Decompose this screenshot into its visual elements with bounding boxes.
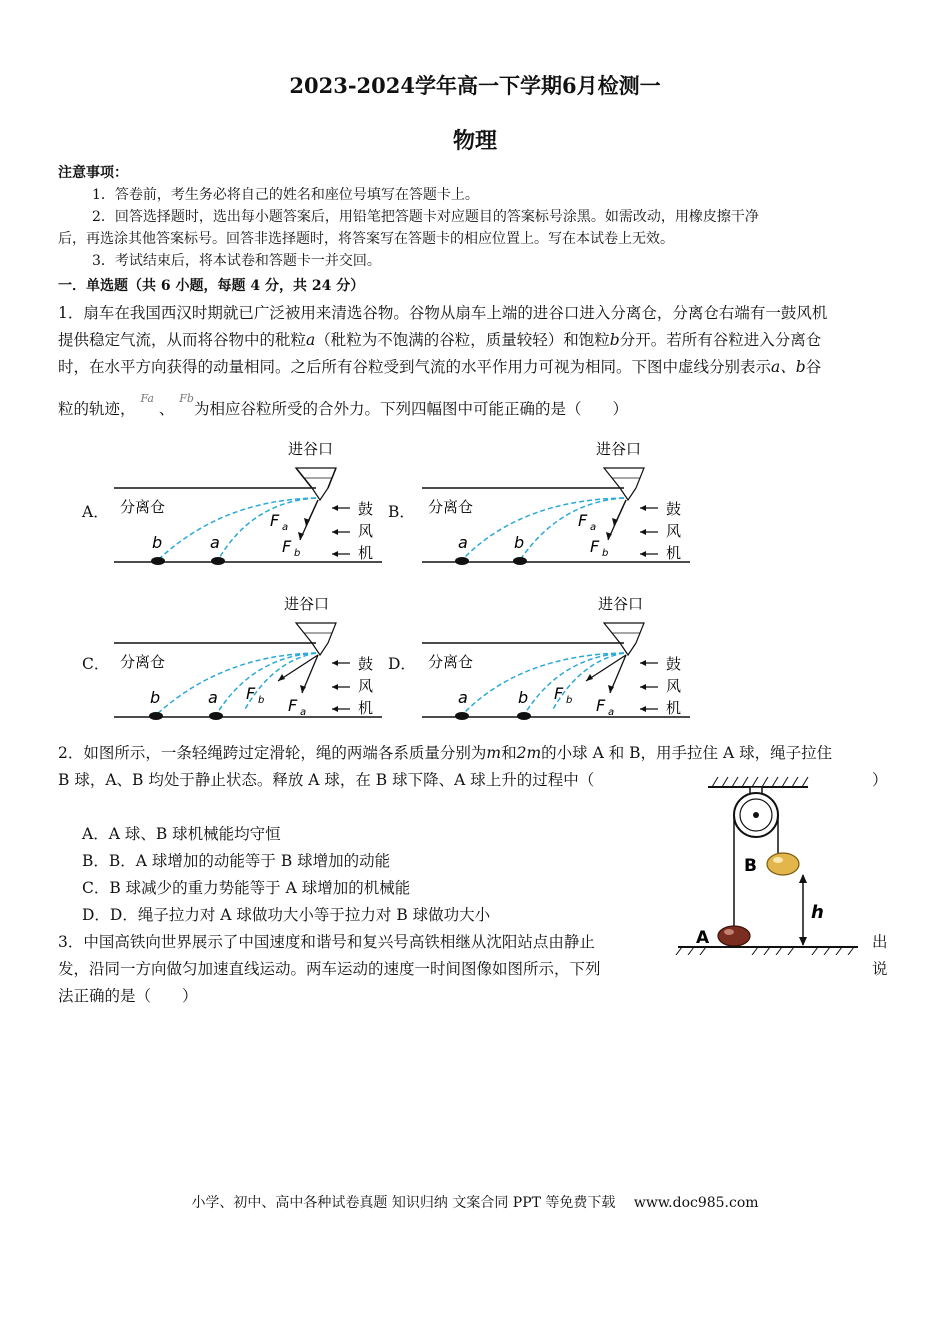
svg-text:F: F — [578, 511, 588, 530]
q1-line-4 — [58, 392, 628, 422]
option-c-label: C． — [82, 655, 110, 673]
q2-line-2: B 球，A、B 均处于静止状态。释放 A 球，在 B 球下降、A 球上升的过程中（ — [58, 771, 595, 789]
option-b-label: B． — [388, 503, 415, 521]
inlet-label: 进谷口 — [596, 440, 642, 458]
section-heading: 一．单选题（共 6 小题，每题 4 分，共 24 分） — [58, 278, 365, 294]
svg-text:F: F — [246, 684, 256, 703]
winnower-diagram-b — [420, 430, 710, 570]
q1-text: 粒的轨迹， — [58, 400, 136, 418]
blower-label: 风 — [358, 677, 374, 695]
q3-line-1-end: 出 — [872, 933, 888, 951]
svg-text:a: a — [458, 688, 468, 707]
svg-text:F: F — [596, 696, 606, 715]
blower-label: 机 — [358, 699, 374, 717]
svg-text:a: a — [208, 688, 218, 707]
svg-text:a: a — [590, 522, 597, 533]
q1-text: 时，在水平方向获得的动量相同。之后所有谷粒受到气流的水平作用力可视为相同。下图中虚线分别表示 — [58, 358, 772, 376]
svg-text:F: F — [270, 511, 280, 530]
notice-item-1: 1．答卷前，考生务必将自己的姓名和座位号填写在答题卡上。 — [92, 187, 479, 203]
svg-text:F: F — [590, 537, 600, 556]
notice-item-3: 3．考试结束后，将本试卷和答题卡一并交回。 — [92, 253, 381, 269]
svg-text:a: a — [210, 533, 220, 552]
blower-label: 鼓 — [666, 500, 682, 518]
notice-heading: 注意事项： — [58, 165, 128, 181]
blower-label: 鼓 — [358, 500, 374, 518]
svg-text:F: F — [554, 684, 564, 703]
chamber-label: 分离仓 — [428, 498, 474, 516]
subject-title: 物理 — [452, 128, 497, 154]
q2-option-c: C．B 球减少的重力势能等于 A 球增加的机械能 — [82, 879, 411, 897]
q2-line-2-end: ） — [872, 771, 888, 789]
q2-line-1 — [58, 742, 832, 764]
winnower-diagram-a — [112, 430, 402, 570]
svg-text:a: a — [458, 533, 468, 552]
blower-label: 鼓 — [358, 655, 374, 673]
svg-text:b: b — [514, 533, 525, 552]
q2-option-b: B．B．A 球增加的动能等于 B 球增加的动能 — [82, 852, 391, 870]
var-ab: a、b — [771, 358, 806, 376]
q3-line-2-end: 说 — [872, 960, 888, 978]
svg-text:b: b — [518, 688, 529, 707]
blower-label: 机 — [666, 699, 682, 717]
blower-label: 鼓 — [666, 655, 682, 673]
q3-line-2: 发，沿同一方向做匀加速直线运动。两车运动的速度一时间图像如图所示，下列 — [58, 960, 601, 978]
inlet-label: 进谷口 — [598, 595, 644, 613]
fb-symbol: Fb — [179, 392, 194, 405]
q2-text: 和 — [501, 744, 517, 762]
q1-line-3 — [58, 356, 821, 378]
q2-option-a: A．A 球、B 球机械能均守恒 — [82, 825, 281, 843]
winnower-diagram-c — [112, 585, 402, 725]
notice-item-2a: 2．回答选择题时，选出每小题答案后，用铅笔把答题卡对应题目的答案标号涂黑。如需改动，用橡皮擦干净 — [92, 209, 759, 225]
pulley-figure — [668, 775, 868, 955]
q1-text: 提供稳定气流，从而将谷物中的秕粒 — [58, 331, 307, 349]
svg-text:a: a — [608, 707, 615, 718]
winnower-diagram-d — [420, 585, 710, 725]
q3-line-1: 3．中国高铁向世界展示了中国速度和谐号和复兴号高铁相继从沈阳站点由静止 — [58, 933, 595, 951]
blower-label: 机 — [358, 544, 374, 562]
notice-item-2b: 后，再选涂其他答案标号。回答非选择题时，将答案写在答题卡的相应位置上。写在本试卷上无效。 — [58, 231, 674, 247]
q1-text: 、 — [158, 400, 175, 418]
footer-text: 小学、初中、高中各种试卷真题 知识归纳 文案合同 PPT 等免费下载 www.doc985.com — [191, 1195, 759, 1211]
option-d-label: D． — [388, 655, 416, 673]
q1-text: 谷 — [805, 358, 822, 376]
chamber-label: 分离仓 — [120, 498, 166, 516]
svg-text:F: F — [282, 537, 292, 556]
blower-label: 风 — [666, 522, 682, 540]
inlet-label: 进谷口 — [284, 595, 330, 613]
q1-text: 分开。若所有谷粒进入分离仓 — [619, 331, 822, 349]
svg-text:F: F — [288, 696, 298, 715]
blower-label: 风 — [666, 677, 682, 695]
q1-line-1: 1．扇车在我国西汉时期就已广泛被用来清选谷物。谷物从扇车上端的进谷口进入分离仓，分离仓右端有一鼓风机 — [58, 304, 828, 322]
svg-text:b: b — [150, 688, 161, 707]
q2-text: 的小球 A 和 B，用手拉住 A 球，绳子拉住 — [541, 744, 833, 762]
blower-label: 风 — [358, 522, 374, 540]
svg-text:b: b — [602, 548, 609, 559]
ball-b-label: B — [744, 856, 757, 876]
q2-text: 2．如图所示，一条轻绳跨过定滑轮，绳的两端各系质量分别为 — [58, 744, 487, 762]
height-label: h — [811, 902, 824, 923]
q3-line-3: 法正确的是（ ） — [58, 987, 198, 1005]
mass-m: m — [486, 744, 502, 762]
exam-title: 2023-2024学年高一下学期6月检测一 — [289, 73, 661, 98]
q1-text: （秕粒为不饱满的谷粒，质量较轻）和饱粒 — [315, 331, 610, 349]
svg-text:a: a — [300, 707, 307, 718]
svg-text:a: a — [282, 522, 289, 533]
chamber-label: 分离仓 — [428, 653, 474, 671]
q2-option-d: D．D．绳子拉力对 A 球做功大小等于拉力对 B 球做功大小 — [82, 906, 491, 924]
option-a-label: A． — [82, 503, 109, 521]
chamber-label: 分离仓 — [120, 653, 166, 671]
var-a: a — [306, 331, 316, 349]
ball-a-label: A — [696, 928, 710, 948]
svg-text:b: b — [294, 548, 301, 559]
svg-text:b: b — [566, 695, 573, 706]
var-b: b — [609, 331, 620, 349]
inlet-label: 进谷口 — [288, 440, 334, 458]
q1-line-2 — [58, 329, 821, 351]
svg-text:b: b — [152, 533, 163, 552]
mass-2m: 2m — [516, 744, 542, 762]
q1-text: 为相应谷粒所受的合外力。下列四幅图中可能正确的是（ ） — [193, 400, 628, 418]
blower-label: 机 — [666, 544, 682, 562]
fa-symbol: Fa — [140, 392, 154, 405]
svg-text:b: b — [258, 695, 265, 706]
